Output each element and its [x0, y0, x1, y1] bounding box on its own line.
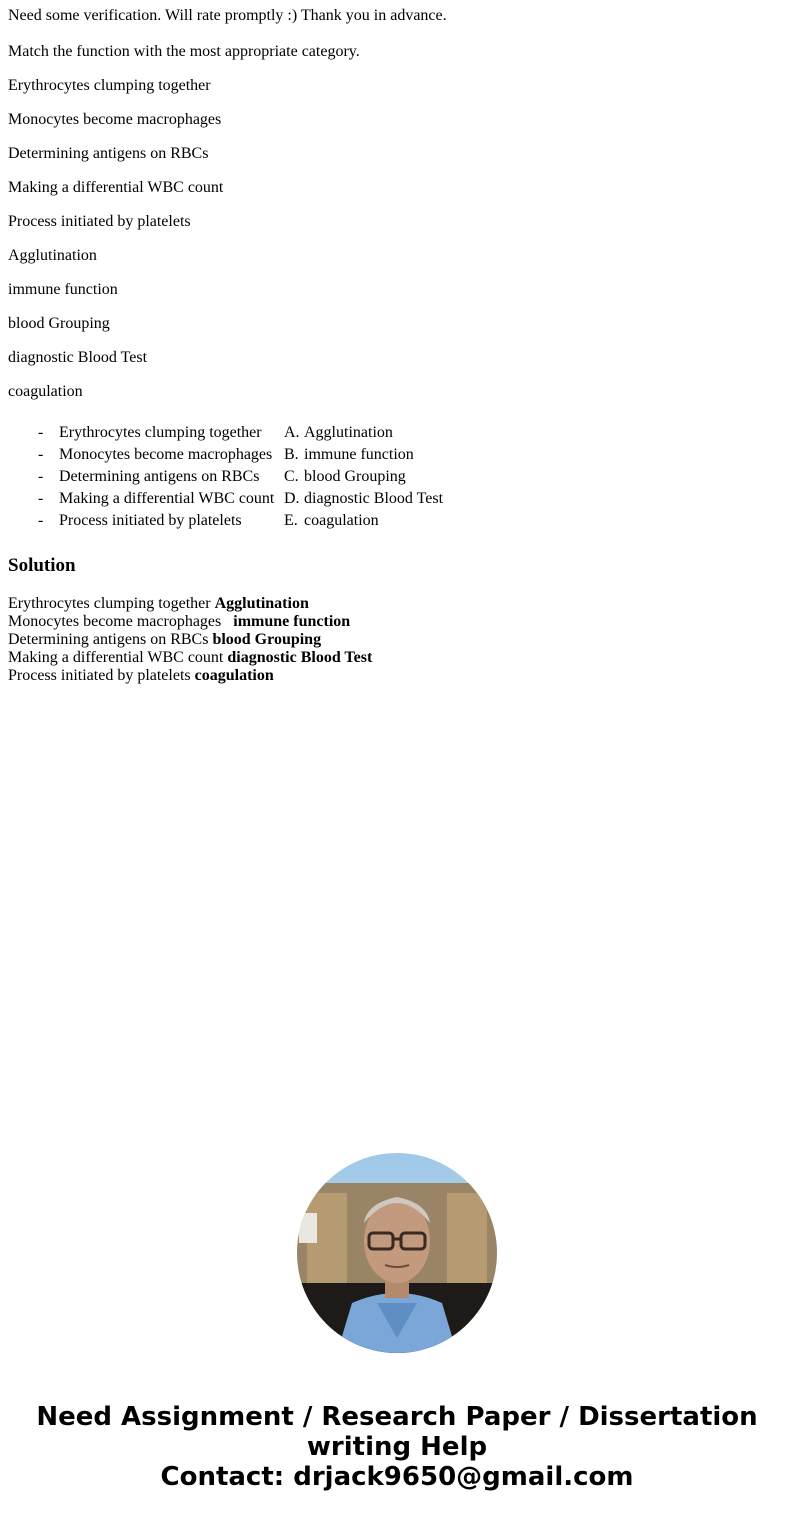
row-dash: -: [38, 424, 44, 441]
solution-heading: Solution: [8, 555, 76, 576]
answer-row: [8, 649, 372, 667]
category-item: Agglutination: [8, 247, 97, 264]
answer-category: blood Grouping: [212, 631, 322, 648]
table-row: [8, 422, 443, 444]
author-photo-icon: [297, 1153, 497, 1353]
row-category: coagulation: [304, 512, 379, 529]
category-item: blood Grouping: [8, 315, 110, 332]
promo-banner: [0, 1402, 794, 1492]
answer-row: [8, 595, 372, 613]
answer-category: coagulation: [194, 667, 274, 684]
answer-function: Monocytes become macrophages: [8, 613, 234, 630]
function-item: Monocytes become macrophages: [8, 111, 222, 128]
solution-answers: [8, 595, 372, 685]
author-avatar: [297, 1153, 497, 1353]
category-item: diagnostic Blood Test: [8, 349, 148, 366]
answer-function: Determining antigens on RBCs: [8, 631, 213, 648]
row-dash: -: [38, 512, 44, 529]
function-item: Process initiated by platelets: [8, 213, 191, 230]
answer-function: Erythrocytes clumping together: [8, 595, 215, 612]
row-function: Process initiated by platelets: [59, 512, 242, 529]
answer-category: diagnostic Blood Test: [227, 649, 373, 666]
category-item: coagulation: [8, 383, 83, 400]
answer-row: [8, 667, 372, 685]
row-category: Agglutination: [304, 424, 393, 441]
row-letter: E.: [284, 512, 298, 529]
row-dash: -: [38, 468, 44, 485]
function-item: Determining antigens on RBCs: [8, 145, 209, 162]
table-row: [8, 488, 443, 510]
promo-line: Need Assignment / Research Paper / Dissertation: [36, 1402, 758, 1432]
table-row: [8, 466, 443, 488]
function-item: Erythrocytes clumping together: [8, 77, 211, 94]
row-dash: -: [38, 490, 44, 507]
row-letter: A.: [284, 424, 300, 441]
row-function: Erythrocytes clumping together: [59, 424, 262, 441]
answer-category: Agglutination: [214, 595, 309, 612]
category-item: immune function: [8, 281, 118, 298]
function-item: Making a differential WBC count: [8, 179, 224, 196]
row-category: immune function: [304, 446, 414, 463]
answer-function: Making a differential WBC count: [8, 649, 228, 666]
answer-category: immune function: [233, 613, 351, 630]
promo-line: writing Help: [306, 1432, 488, 1462]
row-dash: -: [38, 446, 44, 463]
matching-table: [8, 422, 443, 532]
table-row: [8, 444, 443, 466]
question-instruction: Match the function with the most appropriate category.: [8, 43, 360, 60]
promo-contact: Contact: drjack9650@gmail.com: [160, 1462, 634, 1492]
row-function: Determining antigens on RBCs: [59, 468, 260, 485]
row-category: diagnostic Blood Test: [304, 490, 444, 507]
question-intro: Need some verification. Will rate promptly :) Thank you in advance.: [8, 7, 447, 24]
row-category: blood Grouping: [304, 468, 406, 485]
row-letter: D.: [284, 490, 300, 507]
answer-function: Process initiated by platelets: [8, 667, 195, 684]
row-function: Making a differential WBC count: [59, 490, 275, 507]
table-row: [8, 510, 443, 532]
row-letter: C.: [284, 468, 299, 485]
answer-row: [8, 631, 372, 649]
row-function: Monocytes become macrophages: [59, 446, 273, 463]
answer-row: [8, 613, 372, 631]
row-letter: B.: [284, 446, 299, 463]
